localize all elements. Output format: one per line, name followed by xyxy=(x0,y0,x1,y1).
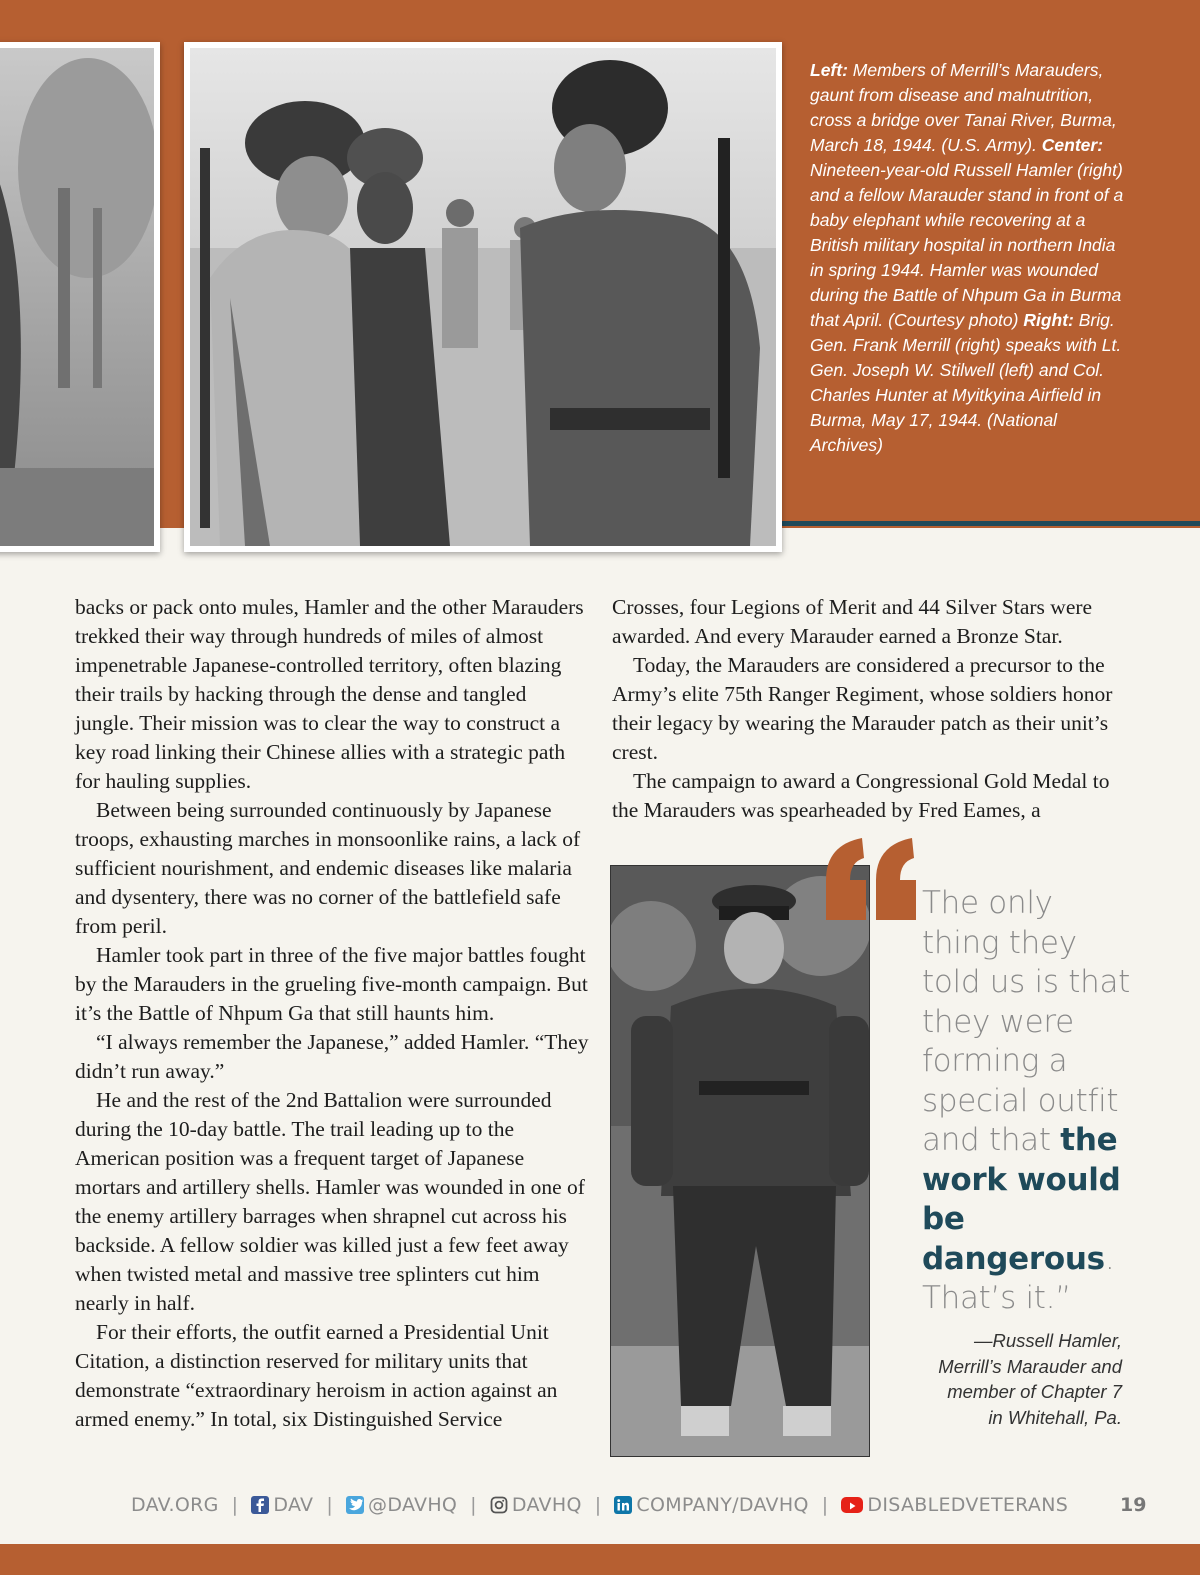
footer-separator: | xyxy=(470,1494,477,1516)
attribution-line: member of Chapter 7 xyxy=(947,1381,1122,1402)
instagram-icon xyxy=(490,1496,508,1514)
page-number: 19 xyxy=(1120,1494,1147,1516)
facebook-icon xyxy=(251,1496,269,1514)
attribution-line: Merrill’s Marauder and xyxy=(938,1355,1122,1377)
attribution-line: in Whitehall, Pa. xyxy=(988,1406,1122,1428)
paragraph: He and the rest of the 2nd Battalion were surrounded during the 10-day battle. The trail leading up to the American position was a frequent target of Japanese mortars and artillery shells. Hamler was wounded in one of the enemy artillery barrages when shrapnel cut across his backside. A fellow soldier was killed just a few feet away when twisted metal and massive tree splinters cut him nearly in half. xyxy=(75,1088,585,1315)
footer-facebook-label: DAV xyxy=(273,1494,314,1516)
paragraph: Today, the Marauders are considered a precursor to the Army’s elite 75th Ranger Regiment, whose soldiers honor their legacy by wearing the Marauder patch as their unit’s crest. xyxy=(612,653,1113,764)
paragraph: Hamler took part in three of the five major battles fought by the Marauders in the grueling five-month campaign. But it’s the Battle of Nhpum Ga that still haunts him. xyxy=(75,943,588,1025)
photo-russell-hamler xyxy=(610,865,870,1457)
footer-separator: | xyxy=(231,1494,239,1516)
pull-quote-emphasis: the work would be dangerous xyxy=(922,1122,1121,1277)
paragraph: backs or pack onto mules, Hamler and the other Marauders trekked their way through hundreds of miles of almost impenetrable Japanese-controlled territory, often blazing their trails by hacking through the dense and tangled jungle. Their mission was to clear the way to construct a key road linking their Chinese allies with a strategic path for hauling supplies. xyxy=(75,595,584,793)
pull-quote-text: The only thing they told us is that they were forming a special outfit and that xyxy=(922,885,1130,1158)
footer-facebook[interactable] xyxy=(251,1494,313,1516)
footer-separator: | xyxy=(326,1494,334,1516)
footer-twitter-label: @DAVHQ xyxy=(368,1494,458,1516)
footer-separator: | xyxy=(594,1494,602,1516)
footer-twitter[interactable] xyxy=(346,1494,457,1516)
paragraph: For their efforts, the outfit earned a Presidential Unit Citation, a distinction reserved for military units that demonstrate “extraordinary heroism in action against an armed enemy.” In total, six Distinguished Service xyxy=(75,1320,558,1431)
footer-youtube-label: DISABLEDVETERANS xyxy=(867,1494,1069,1516)
attribution-line: —Russell Hamler, xyxy=(973,1330,1122,1351)
caption-label-right: Right: xyxy=(1023,310,1074,330)
footer-linkedin[interactable] xyxy=(614,1494,808,1516)
bottom-color-band xyxy=(0,1544,1200,1575)
paragraph: Crosses, four Legions of Merit and 44 Silver Stars were awarded. And every Marauder earned a Bronze Star. xyxy=(612,595,1093,648)
paragraph: The campaign to award a Congressional Gold Medal to the Marauders was spearheaded by Fred Eames, a xyxy=(612,769,1110,822)
paragraph: “I always remember the Japanese,” added Hamler. “They didn’t run away.” xyxy=(75,1030,589,1083)
pull-quote xyxy=(922,884,1132,1319)
caption-text-right: Brig. Gen. Frank Merrill (right) speaks with Lt. Gen. Joseph W. Stilwell (left) and Col. Charles Hunter at Myitkyina Airfield in Burma, May 17, 1944. (National Archives) xyxy=(810,310,1122,455)
caption-label-left: Left: xyxy=(810,60,848,80)
twitter-icon xyxy=(346,1496,364,1514)
footer-linkedin-label: COMPANY/DAVHQ xyxy=(636,1494,809,1516)
photo-caption xyxy=(810,58,1130,458)
article-column-left xyxy=(75,593,590,1434)
footer-site-link[interactable]: DAV.ORG xyxy=(131,1494,219,1516)
photo-marauders-bridge xyxy=(0,42,160,552)
pull-quote-text-end: . That’s it.” xyxy=(922,1240,1115,1316)
linkedin-icon xyxy=(614,1496,632,1514)
footer-youtube[interactable] xyxy=(841,1494,1068,1516)
caption-text-center: Nineteen-year-old Russell Hamler (right) and a fellow Marauder stand in front of a baby elephant while recovering at a British military hospital in northern India in spring 1944. Hamler was wounded during the Battle of Nhpum Ga in Burma that April. (Courtesy photo) xyxy=(810,160,1124,330)
photo-merrill-stilwell xyxy=(184,42,782,552)
page-footer xyxy=(131,1490,1151,1520)
quote-mark-icon xyxy=(822,770,922,930)
paragraph: Between being surrounded continuously by Japanese troops, exhausting marches in monsoonlike rains, a lack of sufficient nourishment, and endemic diseases like malaria and dysentery, there was no corner of the battlefield safe from peril. xyxy=(75,798,581,938)
youtube-icon xyxy=(841,1497,863,1513)
footer-instagram[interactable] xyxy=(490,1494,582,1516)
caption-label-center: Center: xyxy=(1041,135,1104,155)
accent-rule xyxy=(782,521,1200,526)
footer-separator: | xyxy=(821,1494,829,1516)
caption-text-left: Members of Merrill’s Marauders, gaunt from disease and malnutrition, cross a bridge over Tanai River, Burma, March 18, 1944. (U.S. Army). xyxy=(810,60,1117,155)
footer-instagram-label: DAVHQ xyxy=(511,1494,582,1516)
quote-attribution xyxy=(880,1328,1122,1430)
